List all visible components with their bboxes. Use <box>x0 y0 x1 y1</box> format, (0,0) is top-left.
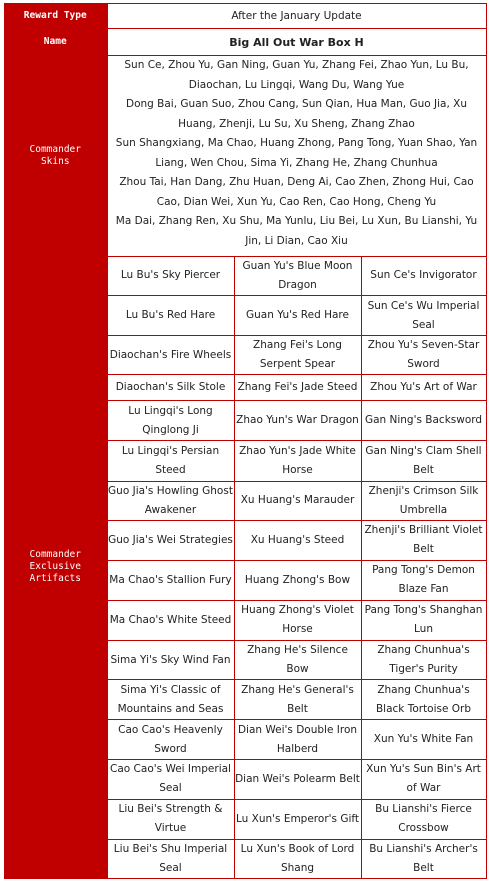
artifact-cell: Zhang Fei's Jade Steed <box>234 375 361 401</box>
artifact-cell: Zhao Yun's Jade White Horse <box>234 441 361 481</box>
commander-skins-label-text: Commander Skins <box>29 144 81 167</box>
reward-type-row <box>4 4 486 29</box>
artifact-cell: Zhenji's Crimson Silk Umbrella <box>361 481 486 520</box>
artifact-cell: Huang Zhong's Bow <box>234 560 361 600</box>
artifact-cell: Liu Bei's Strength & Virtue <box>107 799 234 839</box>
reward-type-value: After the January Update <box>107 4 486 29</box>
name-row <box>4 29 486 56</box>
artifact-cell: Dian Wei's Double Iron Halberd <box>234 720 361 760</box>
artifact-cell: Zhang Fei's Long Serpent Spear <box>234 336 361 375</box>
artifact-cell: Sima Yi's Classic of Mountains and Seas <box>107 680 234 720</box>
skin-group: Sun Shangxiang, Ma Chao, Huang Zhong, Pang Tong, Yuan Shao, Yan Liang, Wen Chou, Sima Yi, Zhang He, Zhang Chunhua <box>115 137 478 169</box>
artifact-cell: Sun Ce's Invigorator <box>361 256 486 295</box>
skin-group: Dong Bai, Guan Suo, Zhou Cang, Sun Qian, Hua Man, Guo Jia, Xu Huang, Zhenji, Lu Su, Xu Sheng, Zhang Zhao <box>126 98 467 130</box>
artifact-cell: Pang Tong's Demon Blaze Fan <box>361 560 486 600</box>
artifact-cell: Zhang Chunhua's Tiger's Purity <box>361 641 486 680</box>
artifact-cell: Ma Chao's White Steed <box>107 600 234 640</box>
artifact-cell: Lu Xun's Book of Lord Shang <box>234 839 361 878</box>
reward-type-label: Reward Type <box>4 4 107 29</box>
artifact-cell: Lu Xun's Emperor's Gift <box>234 799 361 839</box>
artifact-cell: Guo Jia's Howling Ghost Awakener <box>107 481 234 520</box>
commander-skins-list <box>107 56 486 257</box>
artifact-row <box>4 256 486 295</box>
artifact-cell: Zhao Yun's War Dragon <box>234 401 361 441</box>
artifact-cell: Xu Huang's Steed <box>234 520 361 560</box>
artifact-cell: Guo Jia's Wei Strategies <box>107 520 234 560</box>
artifact-cell: Liu Bei's Shu Imperial Seal <box>107 839 234 878</box>
artifact-cell: Bu Lianshi's Archer's Belt <box>361 839 486 878</box>
skin-group: Ma Dai, Zhang Ren, Xu Shu, Ma Yunlu, Liu Bei, Lu Xun, Bu Lianshi, Yu Jin, Li Dian, Cao Xiu <box>115 215 478 247</box>
artifact-cell: Lu Bu's Red Hare <box>107 295 234 335</box>
artifact-cell: Lu Lingqi's Long Qinglong Ji <box>107 401 234 441</box>
commander-skins-label <box>4 56 107 257</box>
artifact-cell: Cao Cao's Heavenly Sword <box>107 720 234 760</box>
artifact-cell: Sima Yi's Sky Wind Fan <box>107 641 234 680</box>
reward-table <box>4 3 487 879</box>
artifact-cell: Dian Wei's Polearm Belt <box>234 760 361 799</box>
artifact-cell: Guan Yu's Red Hare <box>234 295 361 335</box>
artifact-cell: Ma Chao's Stallion Fury <box>107 560 234 600</box>
artifact-cell: Zhang Chunhua's Black Tortoise Orb <box>361 680 486 720</box>
artifact-cell: Huang Zhong's Violet Horse <box>234 600 361 640</box>
artifact-cell: Xun Yu's Sun Bin's Art of War <box>361 760 486 799</box>
artifact-cell: Diaochan's Fire Wheels <box>107 336 234 375</box>
skin-group: Zhou Tai, Han Dang, Zhu Huan, Deng Ai, Cao Zhen, Zhong Hui, Cao Cao, Dian Wei, Xun Yu, Cao Ren, Cao Hong, Cheng Yu <box>119 176 474 208</box>
skin-group: Sun Ce, Zhou Yu, Gan Ning, Guan Yu, Zhang Fei, Zhao Yun, Lu Bu, Diaochan, Lu Lingqi, Wang Du, Wang Yue <box>124 59 469 91</box>
artifact-cell: Gan Ning's Backsword <box>361 401 486 441</box>
artifact-cell: Lu Bu's Sky Piercer <box>107 256 234 295</box>
artifact-cell: Bu Lianshi's Fierce Crossbow <box>361 799 486 839</box>
artifact-cell: Gan Ning's Clam Shell Belt <box>361 441 486 481</box>
skins-row <box>4 56 486 257</box>
artifact-cell: Zhang He's General's Belt <box>234 680 361 720</box>
artifact-cell: Cao Cao's Wei Imperial Seal <box>107 760 234 799</box>
name-label: Name <box>4 29 107 56</box>
artifact-cell: Lu Lingqi's Persian Steed <box>107 441 234 481</box>
box-name-value: Big All Out War Box H <box>107 29 486 56</box>
artifact-cell: Xun Yu's White Fan <box>361 720 486 760</box>
artifact-cell: Zhou Yu's Seven-Star Sword <box>361 336 486 375</box>
commander-artifacts-label-text: Commander Exclusive Artifacts <box>29 549 81 585</box>
artifact-cell: Zhenji's Brilliant Violet Belt <box>361 520 486 560</box>
artifact-cell: Guan Yu's Blue Moon Dragon <box>234 256 361 295</box>
artifact-cell: Xu Huang's Marauder <box>234 481 361 520</box>
artifact-cell: Diaochan's Silk Stole <box>107 375 234 401</box>
artifact-cell: Sun Ce's Wu Imperial Seal <box>361 295 486 335</box>
artifact-cell: Pang Tong's Shanghan Lun <box>361 600 486 640</box>
artifact-cell: Zhou Yu's Art of War <box>361 375 486 401</box>
artifact-cell: Zhang He's Silence Bow <box>234 641 361 680</box>
commander-artifacts-label <box>4 256 107 878</box>
